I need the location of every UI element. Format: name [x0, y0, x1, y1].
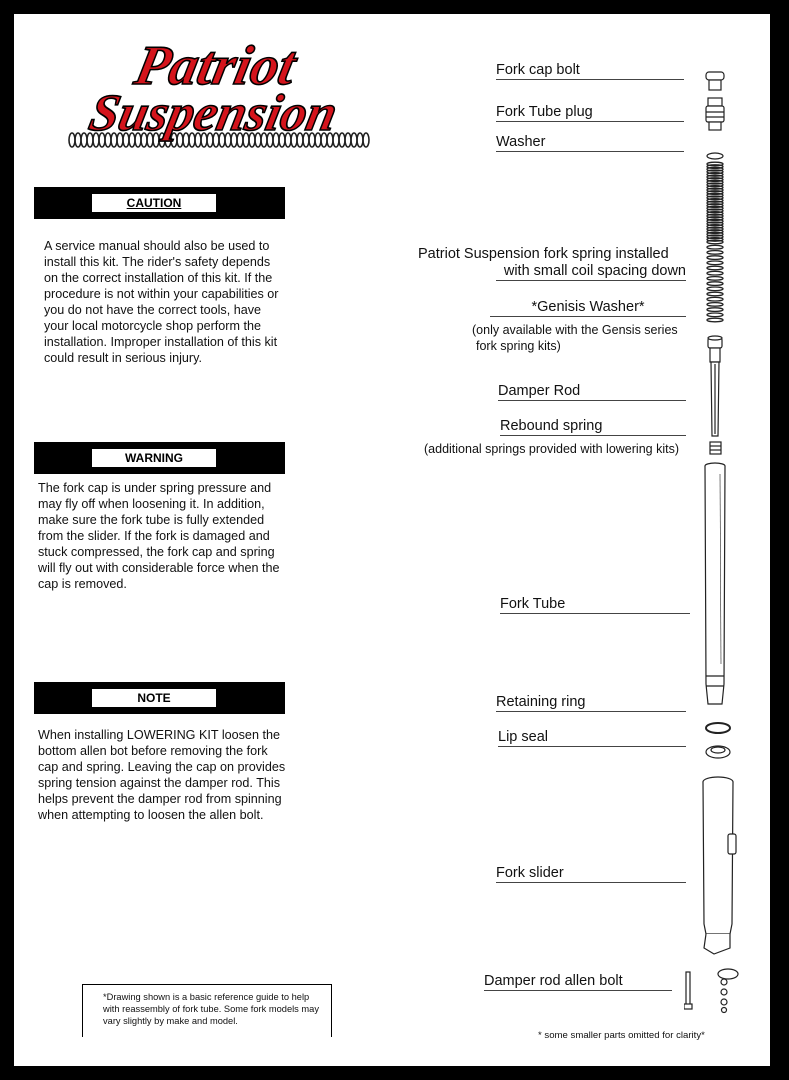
- omitted-parts-note: * some smaller parts omitted for clarity*: [538, 1030, 705, 1041]
- small-washers-icon: [721, 979, 727, 1013]
- drawing-disclaimer-box: [82, 984, 332, 1037]
- note-text: When installing LOWERING KIT loosen the bottom allen bot before removing the fork cap and spring. Leaving the cap on provides spring tension against the damper rod. This helps prevent the damper rod from spinning when attempting to loosen the allen bolt.: [38, 728, 286, 822]
- label-retaining-ring: Retaining ring: [496, 694, 686, 712]
- label-spring-line2: with small coil spacing down: [496, 263, 686, 281]
- logo-word-patriot: Patriot: [129, 35, 302, 97]
- damper-rod-allen-bolt-icon: [684, 972, 692, 1009]
- label-genesis-washer: *Genisis Washer*: [490, 299, 686, 317]
- label-fork-tube-plug: Fork Tube plug: [496, 104, 684, 122]
- washer-icon: [707, 153, 723, 159]
- label-damper-rod-allen-bolt: Damper rod allen bolt: [484, 973, 672, 991]
- fork-slider-icon: [703, 777, 738, 979]
- logo-word-suspension: Suspension: [84, 84, 343, 142]
- fork-exploded-diagram: [684, 64, 764, 1064]
- label-lip-seal: Lip seal: [498, 729, 686, 747]
- patriot-suspension-logo: [64, 26, 394, 156]
- warning-text: The fork cap is under spring pressure and may fly off when loosening it. In addition, make sure the fork tube is fully extended from the slider. If the fork is damaged and stuck compressed, the fork cap and spring will fly out with considerable force when the cap is removed.: [38, 481, 280, 591]
- instruction-sheet: [14, 14, 770, 1066]
- genesis-note-line2: fork spring kits): [476, 339, 561, 353]
- fork-tube-icon: [705, 463, 725, 704]
- caution-heading: CAUTION: [92, 194, 216, 212]
- warning-heading: WARNING: [92, 449, 216, 467]
- rebound-note: (additional springs provided with lowering kits): [424, 442, 679, 456]
- rebound-spring-icon: [710, 442, 721, 454]
- note-heading: NOTE: [92, 689, 216, 707]
- warning-header: [34, 442, 285, 474]
- label-damper-rod: Damper Rod: [498, 383, 686, 401]
- label-fork-slider: Fork slider: [496, 865, 686, 883]
- label-rebound-spring: Rebound spring: [500, 418, 686, 436]
- fork-spring-icon: [707, 162, 723, 322]
- retaining-ring-icon: [706, 723, 730, 733]
- lip-seal-icon: [706, 746, 730, 758]
- genesis-note-line1: (only available with the Gensis series: [472, 323, 678, 337]
- drawing-disclaimer: *Drawing shown is a basic reference guide to help with reassembly of fork tube. Some fork models may vary slightly by make and model.: [103, 992, 319, 1026]
- label-spring-line1: Patriot Suspension fork spring installed: [418, 246, 669, 262]
- label-fork-tube: Fork Tube: [500, 596, 690, 614]
- damper-rod-icon: [710, 348, 720, 436]
- caution-header: [34, 187, 285, 219]
- note-header: [34, 682, 285, 714]
- fork-cap-bolt-icon: [706, 72, 724, 90]
- label-fork-cap-bolt: Fork cap bolt: [496, 62, 684, 80]
- caution-text: A service manual should also be used to install this kit. The rider's safety depends on the correct installation of this kit. If the procedure is not within your capabilities or you do not have the correct tools, have your local motorcycle shop perform the installation. Improper installation of this kit could result in serious injury.: [44, 239, 279, 365]
- genesis-washer-icon: [708, 336, 722, 348]
- fork-tube-plug-icon: [706, 98, 724, 130]
- label-washer: Washer: [496, 134, 684, 152]
